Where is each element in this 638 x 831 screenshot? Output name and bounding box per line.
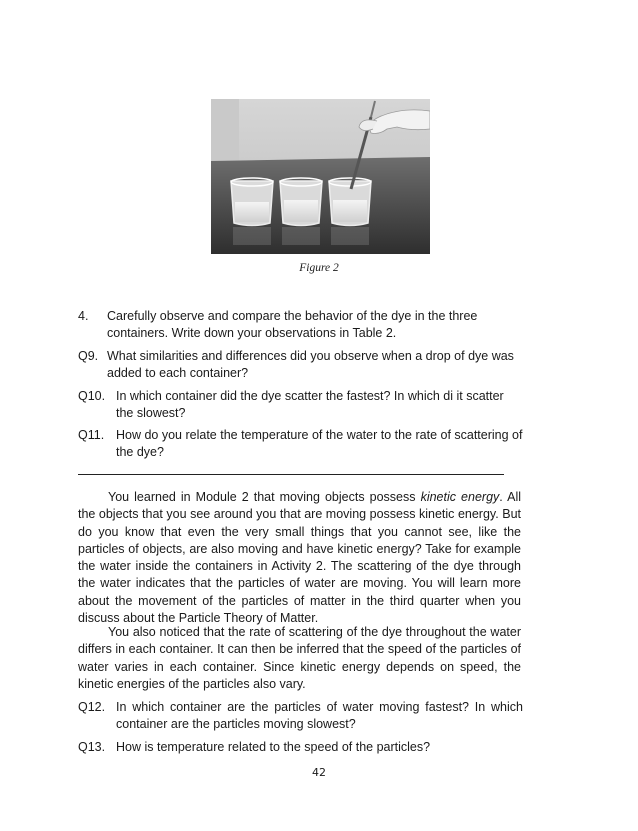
question-item-4 bbox=[78, 308, 523, 342]
horizontal-rule bbox=[78, 474, 504, 475]
beaker-left bbox=[231, 178, 273, 226]
term-kinetic-energy: kinetic energy bbox=[420, 490, 500, 504]
question-number: Q12. bbox=[78, 700, 106, 714]
question-text: In which container did the dye scatter the fastest? In which di it scatter the slowest? bbox=[116, 389, 504, 420]
paragraph-text-start: You learned in Module 2 that moving objects possess bbox=[108, 490, 421, 504]
question-text: In which container are the particles of water moving fastest? In which container are the particles moving slowest? bbox=[116, 700, 523, 731]
question-item-q12 bbox=[78, 699, 523, 733]
paragraph-scattering-rate: You also noticed that the rate of scattering of the dye throughout the water differs in each container. It can then be inferred that the speed of the particles of water varies in each container. Since kinetic energy depends on speed, the kinetic energies of the particles also vary. bbox=[78, 625, 521, 691]
question-number: Q13. bbox=[78, 740, 106, 754]
page-number: 42 bbox=[312, 766, 326, 779]
question-number: Q11. bbox=[78, 428, 105, 442]
paragraph-text-end: . All the objects that you see around you that are moving possess kinetic energy. But do you know that even the very small things that you cannot see, like the particles of objects, are also moving and have kinetic energy? Take for example the water inside the containers in Activity 2. The scattering of the dye through the water indicates that the particles of water are moving. You will learn more about the movement of the particles of matter in the third quarter when you discuss about the Particle Theory of Matter. bbox=[78, 490, 522, 626]
figure-caption: Figure 2 bbox=[299, 262, 339, 274]
beaker-middle bbox=[280, 178, 322, 226]
figure-photo bbox=[211, 99, 430, 254]
question-text: What similarities and differences did you observe when a drop of dye was added to each container? bbox=[107, 349, 514, 380]
question-item-q9 bbox=[78, 348, 523, 382]
paragraph-kinetic-energy bbox=[78, 489, 521, 627]
question-number: Q9. bbox=[78, 349, 99, 363]
question-number: Q10. bbox=[78, 389, 106, 403]
question-item-q13 bbox=[78, 739, 523, 756]
question-text: How is temperature related to the speed of the particles? bbox=[116, 740, 431, 754]
question-item-q11 bbox=[78, 427, 523, 461]
question-text: Carefully observe and compare the behavior of the dye in the three containers. Write down your observations in Table 2. bbox=[107, 309, 478, 340]
beaker-right bbox=[329, 178, 371, 226]
question-number: 4. bbox=[78, 309, 89, 323]
question-item-q10 bbox=[78, 388, 523, 422]
question-text: How do you relate the temperature of the water to the rate of scattering of the dye? bbox=[116, 428, 523, 459]
